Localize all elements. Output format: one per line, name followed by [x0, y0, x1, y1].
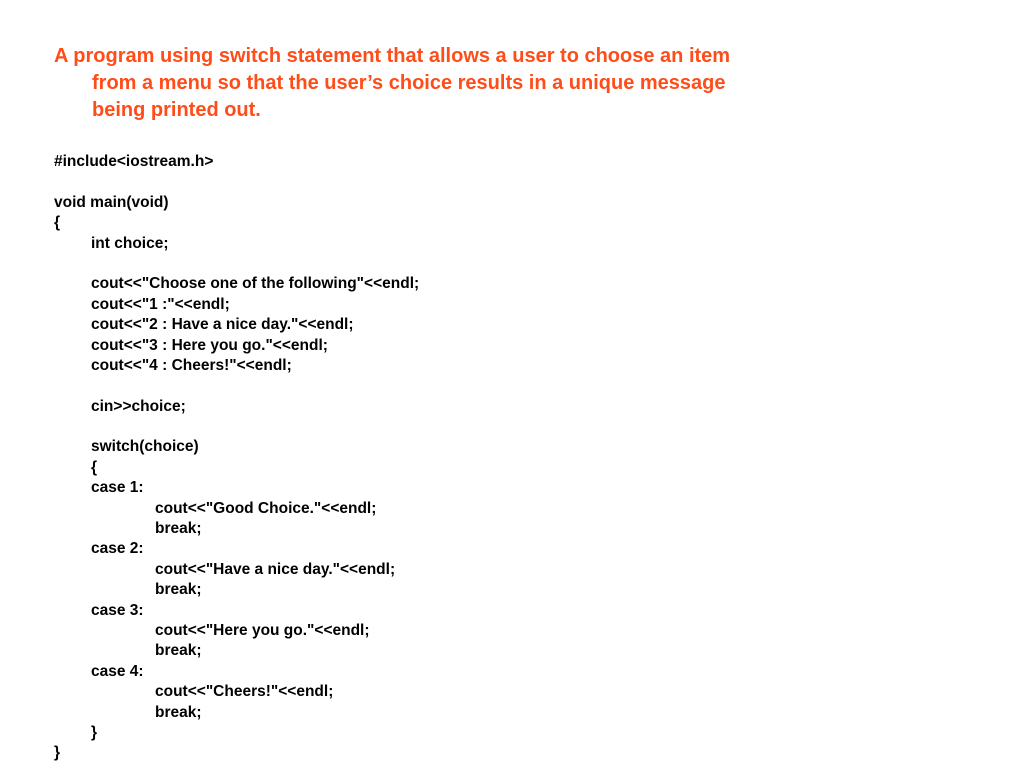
code-line: cout<<"Choose one of the following"<<endl;	[91, 275, 420, 293]
code-block	[54, 152, 419, 764]
code-line: cout<<"Cheers!"<<endl;	[155, 683, 334, 701]
code-line: cout<<"1 :"<<endl;	[91, 295, 230, 313]
code-line	[54, 254, 419, 274]
code-line: cin>>choice;	[91, 397, 186, 415]
code-line	[54, 172, 419, 192]
code-line: }	[54, 744, 61, 762]
code-line: cout<<"Good Choice."<<endl;	[155, 499, 377, 517]
code-line	[54, 417, 419, 437]
code-line: void main(void)	[54, 193, 169, 211]
heading-line: being printed out.	[92, 99, 261, 121]
code-line: {	[54, 214, 61, 232]
code-line: case 4:	[91, 662, 144, 680]
code-line	[54, 376, 419, 396]
heading-line: from a menu so that the user’s choice results in a unique message	[92, 72, 726, 94]
code-line: {	[91, 458, 98, 476]
code-line: break;	[155, 703, 202, 721]
code-line: case 3:	[91, 601, 144, 619]
code-line: case 2:	[91, 540, 144, 558]
code-line: case 1:	[91, 479, 144, 497]
code-line: switch(choice)	[91, 438, 199, 456]
code-line: cout<<"3 : Here you go."<<endl;	[91, 336, 328, 354]
code-line: cout<<"2 : Have a nice day."<<endl;	[91, 316, 354, 334]
code-line: cout<<"4 : Cheers!"<<endl;	[91, 356, 292, 374]
code-line: break;	[155, 642, 202, 660]
heading-line: A program using switch statement that allows a user to choose an item	[54, 45, 731, 67]
code-line: cout<<"Have a nice day."<<endl;	[155, 560, 396, 578]
slide-heading	[54, 43, 854, 124]
code-line: int choice;	[91, 234, 169, 252]
code-line: break;	[155, 520, 202, 538]
code-line: }	[91, 723, 98, 741]
code-line: cout<<"Here you go."<<endl;	[155, 621, 370, 639]
code-line: break;	[155, 581, 202, 599]
code-line: #include<iostream.h>	[54, 153, 214, 170]
